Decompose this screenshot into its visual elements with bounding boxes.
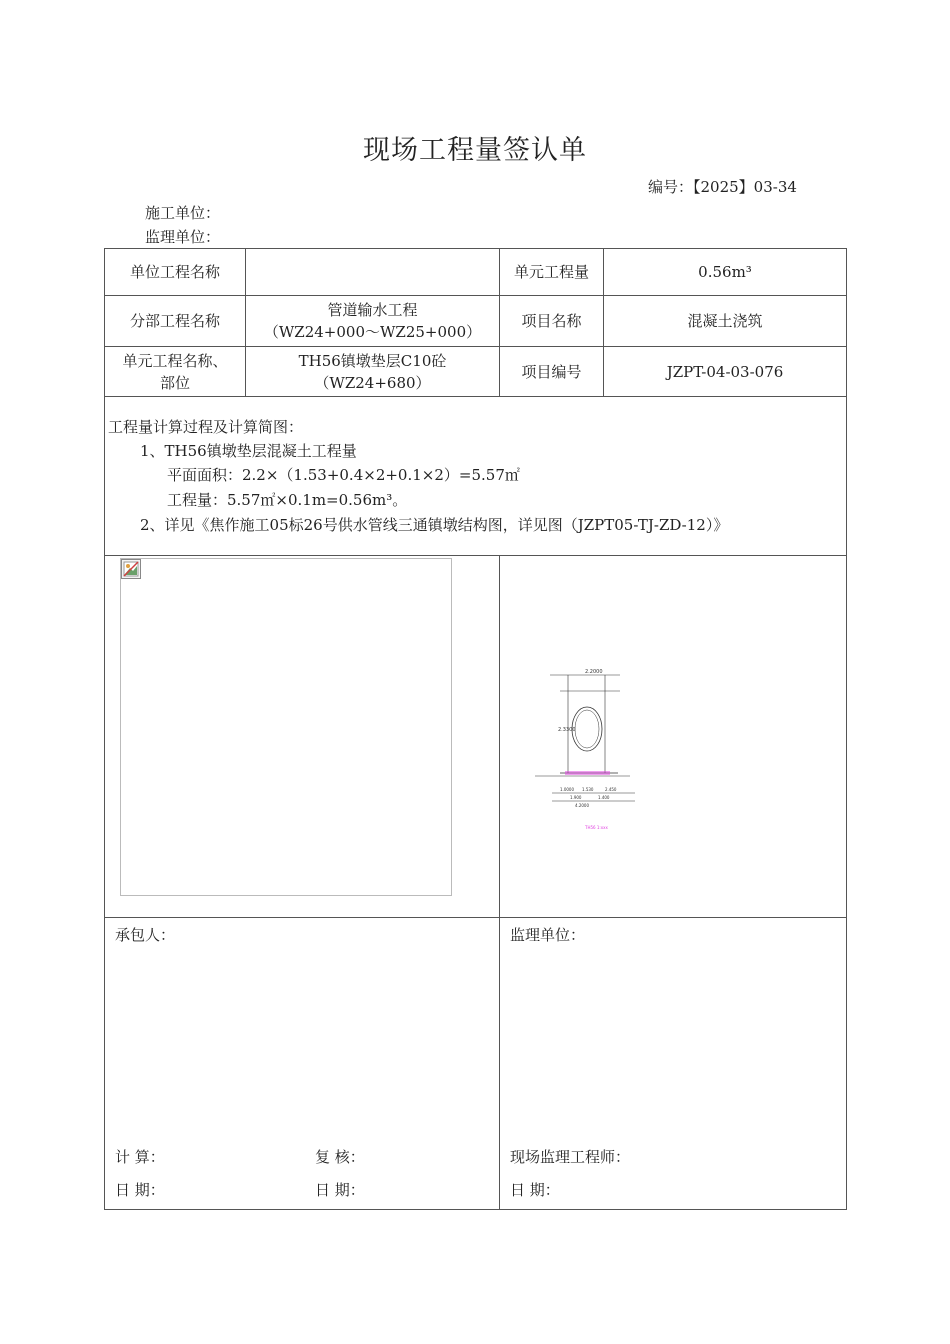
calc-sign-label: 计 算：	[115, 1148, 165, 1166]
supervisor-unit-label: 监理单位：	[145, 228, 221, 246]
item-code-label: 项目编号	[500, 347, 604, 397]
calc-line-4: 2、详见《焦作施工05标26号供水管线三通镇墩结构图，详见图（JZPT05-TJ-ZD-12）》	[140, 516, 729, 534]
element-label-line2: 部位	[159, 373, 190, 392]
supervisor-label: 监理单位：	[510, 926, 586, 944]
contractor-unit-label: 施工单位：	[145, 204, 221, 222]
broken-image-icon	[121, 559, 141, 579]
calc-line-1: 1、TH56镇墩垫层混凝土工程量	[140, 442, 357, 460]
dim-b5: 1.900	[570, 795, 582, 800]
element-value-line1: TH56镇墩垫层C10砼	[298, 351, 447, 370]
item-name-label: 项目名称	[500, 296, 604, 347]
review-sign-label: 复 核：	[315, 1148, 365, 1166]
element-label	[105, 347, 246, 397]
dim-b4: 4.2000	[575, 803, 589, 808]
item-code-value: JZPT-04-03-076	[604, 347, 847, 397]
image-placeholder	[120, 558, 452, 896]
item-name-value: 混凝土浇筑	[604, 296, 847, 347]
dim-b2: 1.530	[582, 787, 594, 792]
quantity-form-table	[104, 248, 847, 1210]
calculation-cell	[105, 397, 847, 556]
unit-project-value	[246, 249, 500, 296]
unit-project-label: 单位工程名称	[105, 249, 246, 296]
unit-quantity-label: 单元工程量	[500, 249, 604, 296]
supervisor-sign-cell	[500, 918, 847, 1210]
calc-line-3: 工程量：5.57㎡×0.1m=0.56m³。	[167, 491, 408, 509]
unit-quantity-value: 0.56m³	[604, 249, 847, 296]
calc-heading: 工程量计算过程及计算简图：	[108, 418, 304, 436]
contractor-label: 承包人：	[115, 926, 176, 944]
contractor-sign-cell	[105, 918, 500, 1210]
calc-line-2: 平面面积：2.2×（1.53+0.4×2+0.1×2）=5.57㎡	[167, 466, 520, 484]
division-value-line1: 管道输水工程	[327, 301, 418, 319]
element-label-line1: 单元工程名称、	[122, 351, 228, 370]
dim-left: 2.3300	[558, 727, 576, 733]
date-label-2: 日 期：	[315, 1181, 365, 1199]
dim-b6: 1.400	[598, 795, 610, 800]
dim-b1: 1.0000	[560, 787, 574, 792]
engineer-sign-label: 现场监理工程师：	[510, 1148, 631, 1166]
dim-top: 2.2000	[585, 669, 603, 675]
date-label-3: 日 期：	[510, 1181, 560, 1199]
image-cell-right	[500, 556, 847, 918]
division-value	[246, 296, 500, 347]
date-label-1: 日 期：	[115, 1181, 165, 1199]
image-cell-left	[105, 556, 500, 918]
element-value-line2: （WZ24+680）	[314, 373, 431, 392]
dim-b3: 2.450	[605, 787, 617, 792]
element-value	[246, 347, 500, 397]
document-title: 现场工程量签认单	[363, 135, 587, 166]
drawing-scale: TH56 1:xxx	[585, 825, 608, 830]
structure-drawing	[530, 661, 650, 841]
division-value-line2: （WZ24+000～WZ25+000）	[263, 323, 482, 341]
division-label: 分部工程名称	[105, 296, 246, 347]
serial-number: 编号：【2025】03-34	[648, 178, 797, 196]
